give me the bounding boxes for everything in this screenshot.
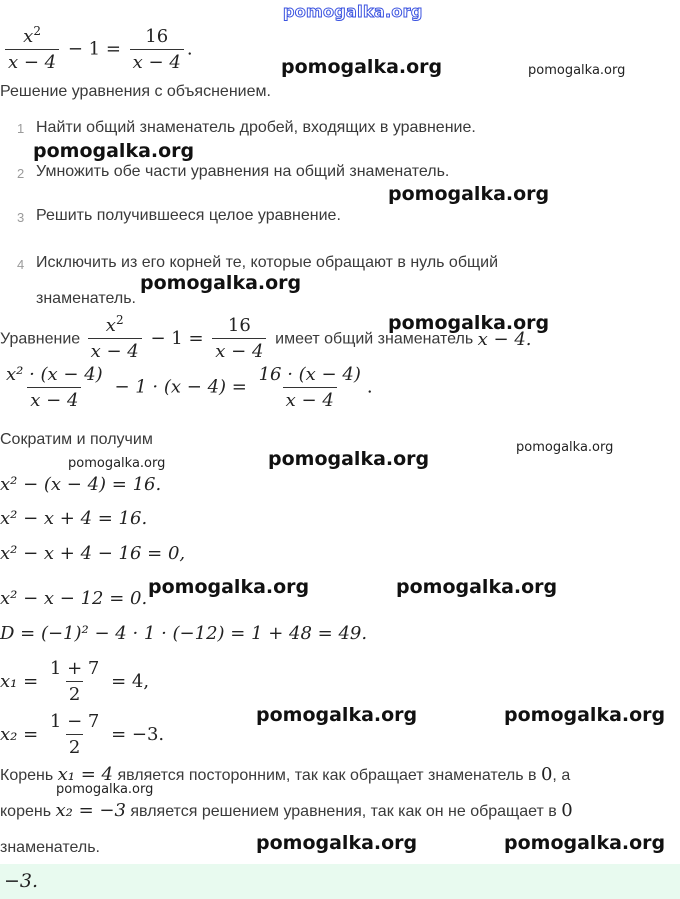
conclusion-tail: , а [552,767,571,784]
watermark-small: pomogalka.org [528,63,626,78]
watermark: pomogalka.org [256,704,418,726]
watermark: pomogalka.org [268,448,430,470]
step-text-continued: знаменатель. [36,290,136,307]
step-number: 1 [17,121,25,136]
x1-fraction [47,658,102,705]
lhs-fraction [88,315,142,362]
top-watermark: pomogalka.org [283,2,423,21]
x2-numerator: 1 − 7 [49,711,100,732]
step-text: Найти общий знаменатель дробей, входящих в уравнение. [36,119,476,136]
common-den-value: x − 4. [477,328,532,350]
watermark: pomogalka.org [140,272,302,294]
multiplied-lhs-fraction [3,364,106,411]
zero: 0 [540,764,553,785]
watermark-small: pomogalka.org [516,440,614,455]
rhs-numerator: 16 [227,315,251,336]
var-x: x [105,315,116,336]
var-x: x [23,26,34,47]
answer-value: −3. [4,870,39,892]
rhs-denominator: x − 4 [212,338,266,362]
step-number: 4 [17,257,25,272]
intro-text: Решение уравнения с объяснением. [0,83,271,100]
solution-line-1: x² − (x − 4) = 16. [0,474,162,495]
common-den-prefix: Уравнение [0,330,81,348]
x2-label: x₂ = [0,724,39,745]
common-denominator-line [0,315,532,362]
solution-line-4: x² − x − 12 = 0. [0,588,148,609]
x1-numerator: 1 + 7 [49,658,100,679]
step-text: Решить получившееся целое уравнение. [36,207,341,224]
discriminant-line: D = (−1)² − 4 · 1 · (−12) = 1 + 48 = 49. [0,623,368,644]
conclusion-word: корень [0,803,52,820]
watermark: pomogalka.org [396,576,558,598]
conclusion-line-3: знаменатель. [0,839,100,856]
minus-one: − 1 = [67,38,121,60]
conclusion-text: является решением уравнения, так как он не обращает в [130,803,557,820]
common-den-mid: имеет общий знаменатель [275,330,474,348]
x1-label: x₁ = [0,671,39,692]
multiplied-equation [0,364,373,411]
denominator: x − 4 [88,338,142,362]
rhs-numerator: 16 [145,26,169,47]
x2-result: = −3. [111,724,165,745]
conclusion-line-2 [0,800,573,821]
reduce-text: Сократим и получим [0,431,153,448]
denominator: x − 4 [5,49,59,73]
x2-fraction [47,711,102,758]
step-text: Исключить из его корней те, которые обращают в нуль общий [36,254,499,271]
multiplied-middle: − 1 · (x − 4) = [114,376,247,398]
multiplied-rhs-denominator: x − 4 [283,387,337,411]
zero: 0 [561,800,573,821]
watermark: pomogalka.org [148,576,310,598]
step-number: 3 [17,210,25,225]
rhs-denominator: x − 4 [130,49,184,73]
watermark: pomogalka.org [33,140,195,162]
step-text: Умножить обе части уравнения на общий знаменатель. [36,163,450,180]
multiplied-rhs-fraction [256,364,364,411]
original-equation [2,26,193,73]
rhs-fraction [212,315,266,362]
x1-result: = 4, [111,671,150,692]
exp-2: 2 [115,313,124,327]
x2-denominator: 2 [66,734,83,758]
solution-line-3: x² − x + 4 − 16 = 0, [0,543,186,564]
watermark: pomogalka.org [388,312,550,334]
step-number: 2 [17,166,25,181]
watermark-small: pomogalka.org [68,456,166,471]
multiplied-lhs-denominator: x − 4 [27,387,81,411]
lhs-fraction [5,26,59,73]
root-x2 [0,711,164,758]
period: . [186,38,193,60]
conclusion-text: является посторонним, так как обращает знаменатель в [117,767,537,784]
watermark: pomogalka.org [256,832,418,854]
multiplied-lhs-numerator: x² · (x − 4) [6,364,103,385]
watermark: pomogalka.org [504,832,666,854]
watermark: pomogalka.org [388,183,550,205]
conclusion-x2: x₂ = −3 [55,800,126,821]
solution-line-2: x² − x + 4 = 16. [0,508,148,529]
conclusion-x1: x₁ = 4 [57,764,113,785]
rhs-fraction [130,26,184,73]
root-x1 [0,658,149,705]
conclusion-word: Корень [0,767,54,784]
minus-one: − 1 = [150,327,204,349]
multiplied-rhs-numerator: 16 · (x − 4) [258,364,361,385]
x1-denominator: 2 [66,681,83,705]
watermark: pomogalka.org [281,56,443,78]
answer-box [0,864,680,899]
watermark: pomogalka.org [504,704,666,726]
period: . [366,376,373,398]
watermark-small: pomogalka.org [56,782,154,797]
exp-2: 2 [33,24,41,38]
